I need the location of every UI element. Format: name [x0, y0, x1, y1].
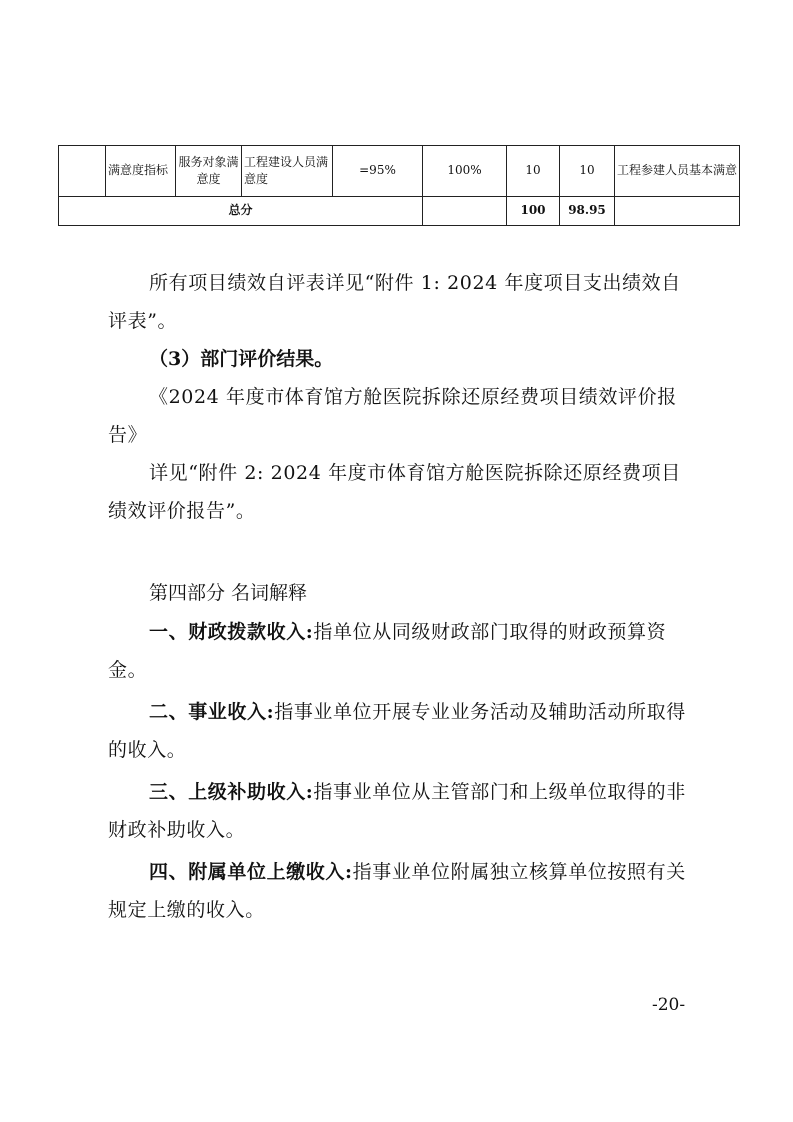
total-label: 总分: [59, 196, 423, 225]
total-actual-score: 98.95: [560, 196, 615, 225]
table-cell: [59, 146, 106, 197]
table-cell: [615, 196, 740, 225]
paragraph: 《2024 年度市体育馆方舱医院拆除还原经费项目绩效评价报告》: [108, 386, 677, 446]
total-full-score: 100: [507, 196, 560, 225]
definition-term: 一、财政拨款收入:: [149, 621, 314, 643]
definition-text: 指单位从同级财政部门取得的财政预算资金。: [108, 621, 667, 681]
table-cell: 满意度指标: [106, 146, 176, 197]
table-cell: 工程参建人员基本满意: [615, 146, 740, 197]
definition-text: 指事业单位从主管部门和上级单位取得的非财政补助收入。: [108, 781, 686, 841]
definition-text: 指事业单位开展专业业务活动及辅助活动所取得的收入。: [108, 701, 686, 761]
table-cell: 工程建设人员满意度: [242, 146, 333, 197]
definition-item: [108, 853, 693, 929]
table-cell: =95%: [333, 146, 423, 197]
definition-term: 三、上级补助收入:: [149, 781, 314, 803]
table-total-row: [59, 196, 740, 225]
definition-item: [108, 773, 693, 849]
definition-term: 二、事业收入:: [149, 701, 275, 723]
definition-item: [108, 613, 693, 689]
table-cell: 服务对象满意度: [176, 146, 242, 197]
performance-table: [58, 145, 740, 226]
section-title: 第四部分 名词解释: [149, 582, 308, 604]
table-cell: 100%: [423, 146, 507, 197]
page-number: -20-: [652, 995, 686, 1015]
definition-text: 指事业单位附属独立核算单位按照有关规定上缴的收入。: [108, 861, 686, 921]
paragraph: 所有项目绩效自评表详见“附件 1: 2024 年度项目支出绩效自评表”。: [108, 272, 681, 332]
table-cell: 10: [560, 146, 615, 197]
table-cell: 10: [507, 146, 560, 197]
sub-heading: （3）部门评价结果。: [149, 348, 334, 370]
table-cell: [423, 196, 507, 225]
paragraph: 详见“附件 2: 2024 年度市体育馆方舱医院拆除还原经费项目绩效评价报告”。: [108, 462, 681, 522]
table-row: [59, 146, 740, 197]
definition-term: 四、附属单位上缴收入:: [149, 861, 353, 883]
definition-item: [108, 693, 693, 769]
